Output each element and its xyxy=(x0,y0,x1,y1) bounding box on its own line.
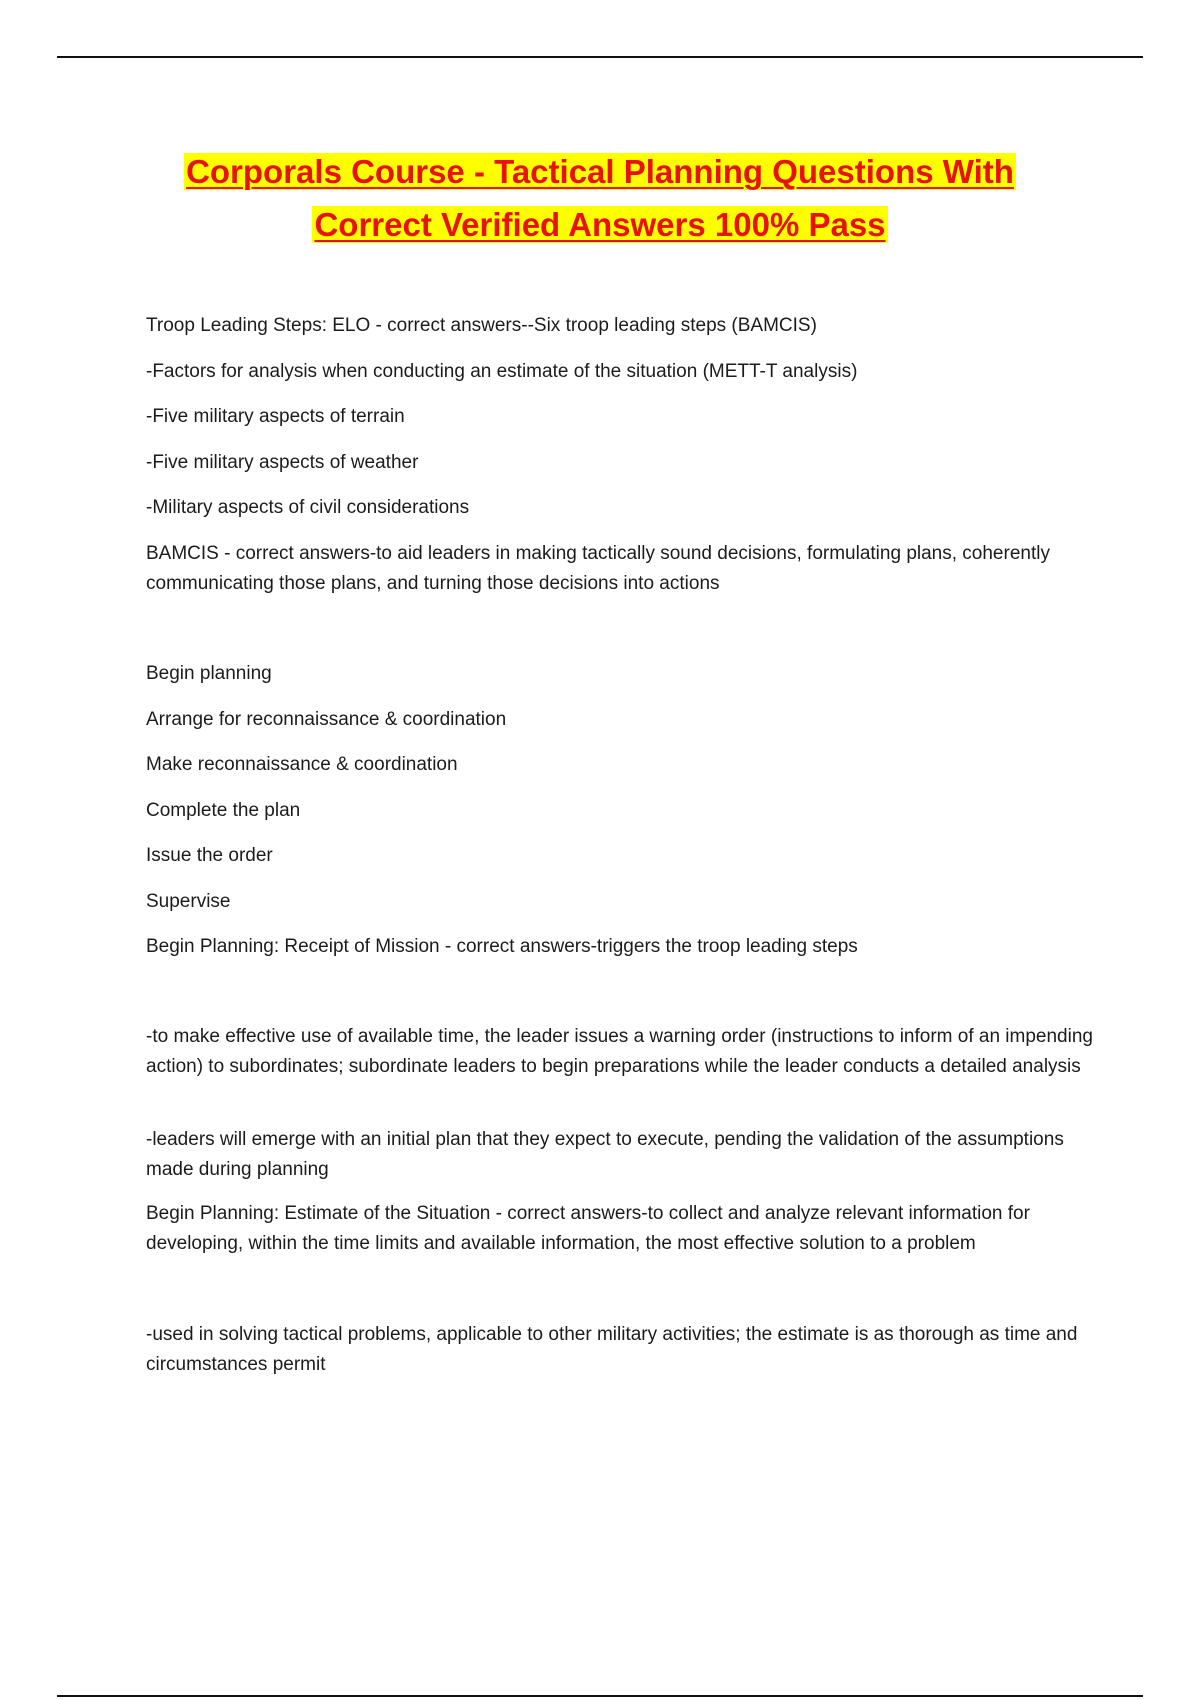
paragraph-tactical-problems: -used in solving tactical problems, applicable to other military activities; the estimate is as thorough as time and circumstances permit xyxy=(146,1324,1078,1375)
paragraph-factors-analysis: -Factors for analysis when conducting an estimate of the situation (METT-T analysis) xyxy=(146,361,858,382)
header-rule xyxy=(57,56,1143,58)
step-complete-plan: Complete the plan xyxy=(146,800,301,821)
title-line-1: Corporals Course - Tactical Planning Questions With xyxy=(186,153,1014,190)
step-arrange-recon: Arrange for reconnaissance & coordination xyxy=(146,709,507,730)
paragraph-estimate-situation: Begin Planning: Estimate of the Situation - correct answers-to collect and analyze relevant information for developing, within the time limits and available information, the most effective solution to a problem xyxy=(146,1203,1030,1254)
paragraph-initial-plan: -leaders will emerge with an initial plan that they expect to execute, pending the validation of the assumptions made during planning xyxy=(146,1129,1064,1180)
paragraph-weather: -Five military aspects of weather xyxy=(146,452,419,473)
document-title xyxy=(60,145,1140,251)
footer-rule xyxy=(57,1695,1143,1697)
paragraph-bamcis: BAMCIS - correct answers-to aid leaders in making tactically sound decisions, formulating plans, coherently communicating those plans, and turning those decisions into actions xyxy=(146,543,1050,594)
paragraph-warning-order: -to make effective use of available time, the leader issues a warning order (instructions to inform of an impending action) to subordinates; subordinate leaders to begin preparations while the leader conducts a detailed analysis xyxy=(146,1026,1093,1077)
paragraph-receipt-of-mission: Begin Planning: Receipt of Mission - correct answers-triggers the troop leading steps xyxy=(146,936,858,957)
paragraph-terrain: -Five military aspects of terrain xyxy=(146,406,405,427)
paragraph-civil-considerations: -Military aspects of civil considerations xyxy=(146,497,470,518)
paragraph-troop-leading-steps: Troop Leading Steps: ELO - correct answers--Six troop leading steps (BAMCIS) xyxy=(146,315,817,336)
step-issue-order: Issue the order xyxy=(146,845,273,866)
step-begin-planning: Begin planning xyxy=(146,663,272,684)
step-supervise: Supervise xyxy=(146,891,231,912)
title-line-2: Correct Verified Answers 100% Pass xyxy=(314,206,886,243)
step-make-recon: Make reconnaissance & coordination xyxy=(146,754,458,775)
